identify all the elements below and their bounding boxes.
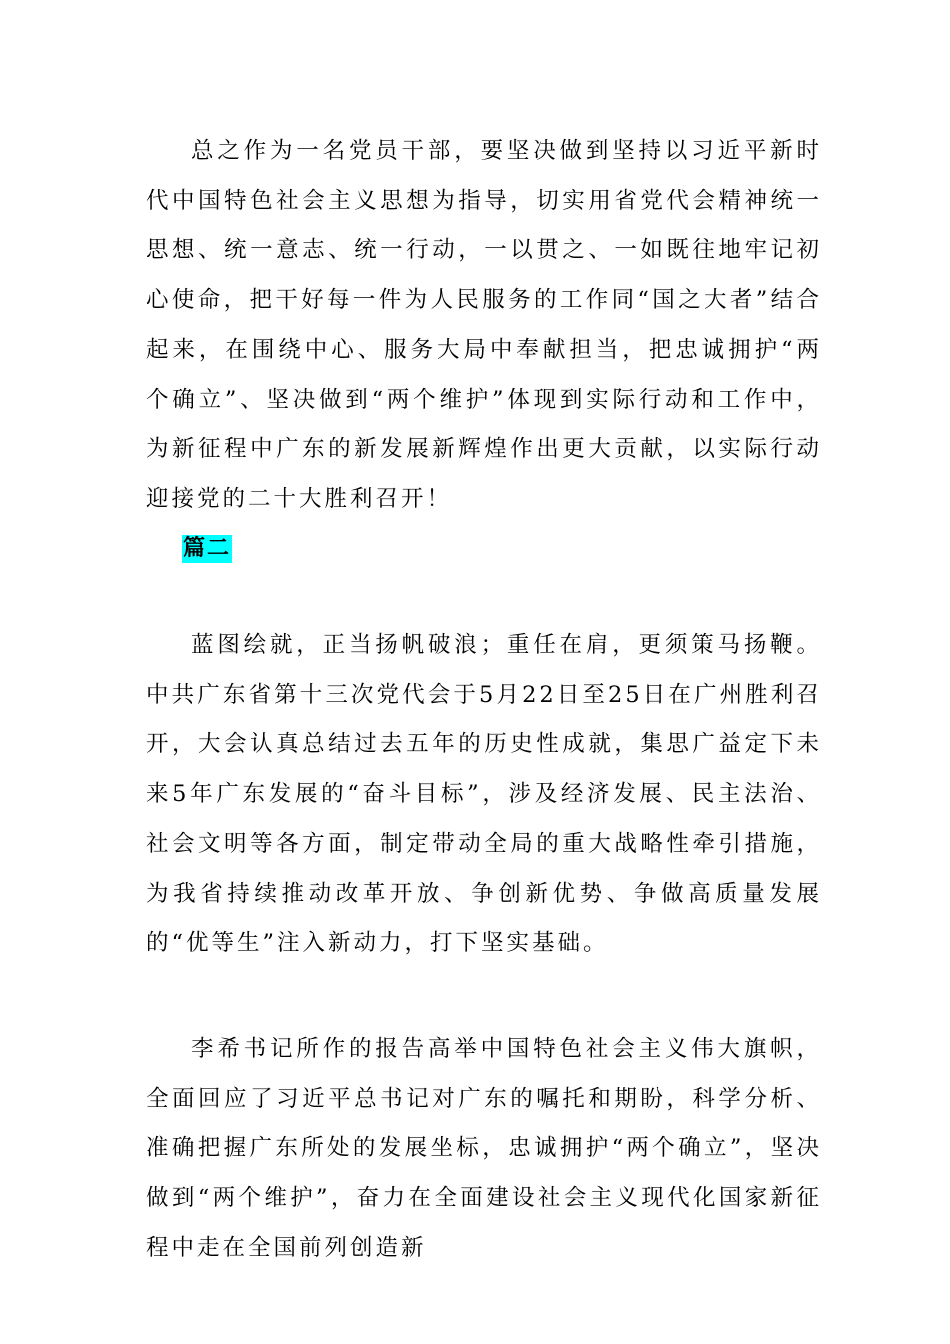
paragraph-report: 李希书记所作的报告高举中国特色社会主义伟大旗帜，全面回应了习近平总书记对广东的嘱托和期盼，科学分析、准确把握广东所处的发展坐标，忠诚拥护“两个确立”，坚决做到“两个维护”，奋力在全面建设社会主义现代化国家新征程中走在全国前列创造新: [146, 1036, 822, 1261]
paragraph-conclusion: 总之作为一名党员干部，要坚决做到坚持以习近平新时代中国特色社会主义思想为指导，切实用省党代会精神统一思想、统一意志、统一行动，一以贯之、一如既往地牢记初心使命，把干好每一件为人民服务的工作同“国之大者”结合起来，在围绕中心、服务大局中奉献担当，把忠诚拥护“两个确立”、坚决做到“两个维护”体现到实际行动和工作中，为新征程中广东的新发展新辉煌作出更大贡献，以实际行动迎接党的二十大胜利召开！: [146, 138, 822, 512]
section-heading: 篇二: [183, 536, 232, 561]
paragraph-blueprint: 蓝图绘就，正当扬帆破浪；重任在肩，更须策马扬鞭。中共广东省第十三次党代会于5月22日至25日在广州胜利召开，大会认真总结过去五年的历史性成就，集思广益定下未来5年广东发展的“奋斗目标”，涉及经济发展、民主法治、社会文明等各方面，制定带动全局的重大战略性牵引措施，为我省持续推动改革开放、争创新优势、争做高质量发展的“优等生”注入新动力，打下坚实基础。: [146, 632, 822, 957]
